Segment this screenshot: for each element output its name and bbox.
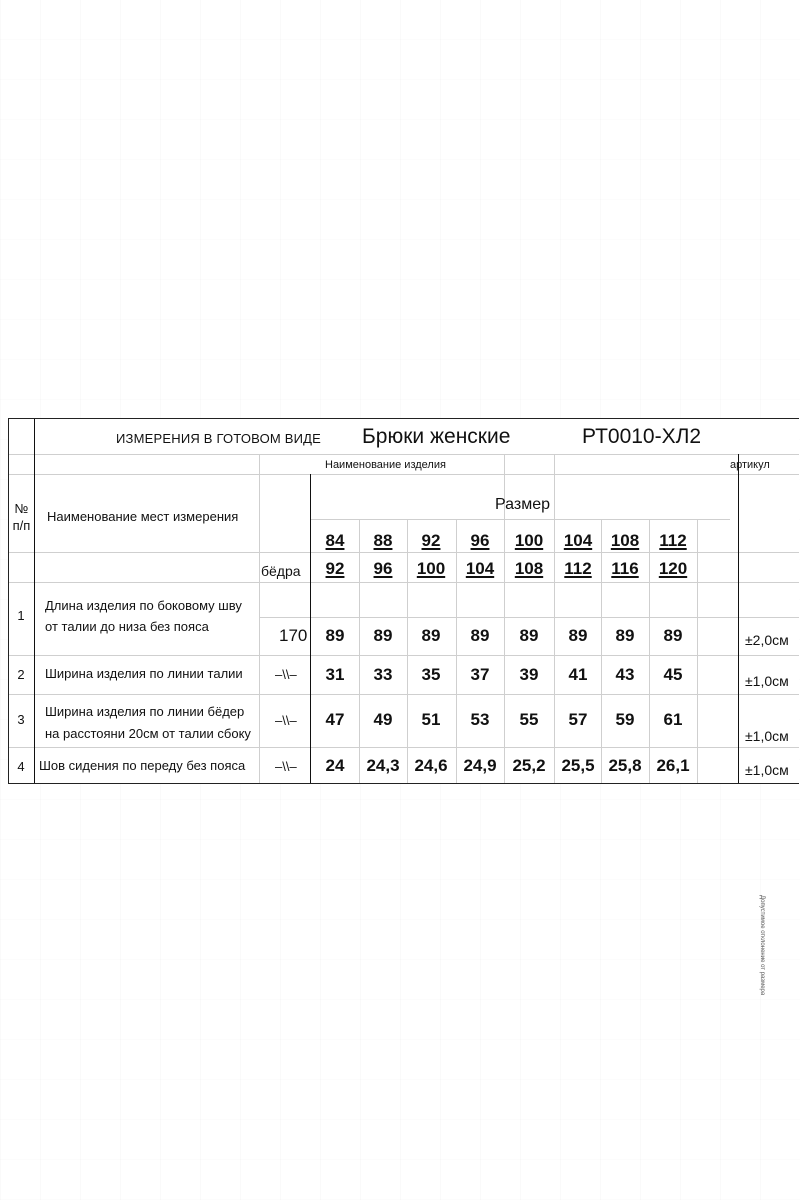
row-2-description: Ширина изделия по линии талии (45, 666, 243, 681)
hips-label: бёдра (261, 563, 301, 579)
size-92: 92 (421, 531, 441, 550)
article-number: РТ0010-ХЛ2 (582, 425, 702, 448)
grid-line-h3 (310, 519, 730, 520)
row-1-value-100: 89 (519, 626, 539, 645)
row-3-base: –\\– (275, 713, 297, 728)
tolerance-vertical-label: Допустимое отклонение от размера (759, 895, 765, 995)
hips-108: 108 (514, 559, 544, 578)
hips-120: 120 (658, 559, 688, 578)
row-2-value-104: 41 (568, 665, 588, 684)
article-caption: артикул (730, 459, 770, 471)
grid-line-v6 (456, 519, 457, 783)
size-108: 108 (610, 531, 640, 550)
row-2-base: –\\– (275, 667, 297, 682)
grid-line-v12 (738, 454, 739, 783)
size-100: 100 (514, 531, 544, 550)
size-84: 84 (325, 531, 345, 550)
row-4-value-104: 25,5 (561, 756, 595, 775)
row-3-description-line-1: Ширина изделия по линии бёдер (45, 704, 245, 719)
grid-line-v10 (649, 519, 650, 783)
row-4-value-112: 26,1 (656, 756, 690, 775)
row-4-value-108: 25,8 (608, 756, 642, 775)
row-1-value-96: 89 (470, 626, 490, 645)
row-2-value-96: 37 (470, 665, 490, 684)
row-2-value-112: 45 (663, 665, 683, 684)
hips-100: 100 (416, 559, 446, 578)
product-name: Брюки женские (362, 425, 511, 448)
row-1-base: 170 (279, 626, 308, 645)
row-2-tolerance: ±1,0см (745, 673, 789, 689)
row-3-value-108: 59 (615, 710, 635, 729)
row-4-value-88: 24,3 (366, 756, 400, 775)
grid-line-h7 (9, 655, 799, 656)
row-1-value-84: 89 (325, 626, 345, 645)
row-4-description: Шов сидения по переду без пояса (39, 758, 246, 773)
size-88: 88 (373, 531, 393, 550)
row-4-value-100: 25,2 (512, 756, 546, 775)
product-name-caption: Наименование изделия (325, 459, 446, 471)
grid-line-h8 (9, 694, 799, 695)
row-1-value-112: 89 (663, 626, 683, 645)
row-2-value-100: 39 (519, 665, 539, 684)
hips-104: 104 (465, 559, 495, 578)
measurement-table (8, 418, 799, 995)
row-1-description-line-2: от талии до низа без пояса (45, 619, 209, 634)
grid-line-v2 (259, 454, 260, 783)
size-96: 96 (470, 531, 490, 550)
row-4-value-96: 24,9 (463, 756, 497, 775)
grid-line-h9 (9, 747, 799, 748)
number-column-label: № п/п (12, 501, 31, 533)
row-4-base: –\\– (275, 759, 297, 774)
grid-line-v11 (697, 519, 698, 783)
row-2-value-108: 43 (615, 665, 635, 684)
measurements-label: ИЗМЕРЕНИЯ В ГОТОВОМ ВИДЕ (116, 431, 322, 446)
hips-112: 112 (564, 559, 592, 578)
grid-line-h6 (259, 617, 799, 618)
row-3-value-92: 51 (421, 710, 441, 729)
grid-line-v4 (359, 519, 360, 783)
row-1-value-104: 89 (568, 626, 588, 645)
row-1-value-108: 89 (615, 626, 635, 645)
row-index-2: 2 (17, 667, 25, 682)
grid-line-v1 (34, 419, 35, 783)
grid-line-v8 (554, 454, 555, 783)
hips-116: 116 (611, 559, 639, 578)
row-index-1: 1 (17, 608, 25, 623)
grid-line-v9 (601, 519, 602, 783)
grid-line-h4 (9, 552, 799, 553)
row-2-value-88: 33 (373, 665, 393, 684)
row-1-value-92: 89 (421, 626, 441, 645)
row-4-value-92: 24,6 (414, 756, 448, 775)
grid-line-h1 (9, 454, 799, 455)
row-index-3: 3 (17, 712, 25, 727)
row-3-value-104: 57 (568, 710, 588, 729)
grid-line-h2 (9, 474, 799, 475)
grid-line-v5 (407, 519, 408, 783)
measure-column-label: Наименование мест измерения (47, 509, 239, 524)
row-3-value-112: 61 (663, 710, 683, 729)
row-3-value-88: 49 (373, 710, 393, 729)
row-1-tolerance: ±2,0см (745, 632, 789, 648)
row-3-description-line-2: на расстояни 20см от талии сбоку (45, 726, 251, 741)
grid-line-h5 (9, 582, 799, 583)
row-3-tolerance: ±1,0см (745, 728, 789, 744)
row-1-description-line-1: Длина изделия по боковому шву (45, 598, 242, 613)
row-4-tolerance: ±1,0см (745, 762, 789, 778)
row-2-value-84: 31 (325, 665, 345, 684)
row-3-value-100: 55 (519, 710, 539, 729)
row-1-value-88: 89 (373, 626, 393, 645)
size-104: 104 (563, 531, 593, 550)
row-3-value-96: 53 (470, 710, 490, 729)
size-label: Размер (495, 496, 550, 513)
size-112: 112 (659, 531, 687, 550)
hips-96: 96 (373, 559, 393, 578)
hips-92: 92 (325, 559, 345, 578)
row-4-value-84: 24 (325, 756, 345, 775)
row-3-value-84: 47 (325, 710, 345, 729)
row-index-4: 4 (17, 759, 25, 774)
row-2-value-92: 35 (421, 665, 441, 684)
